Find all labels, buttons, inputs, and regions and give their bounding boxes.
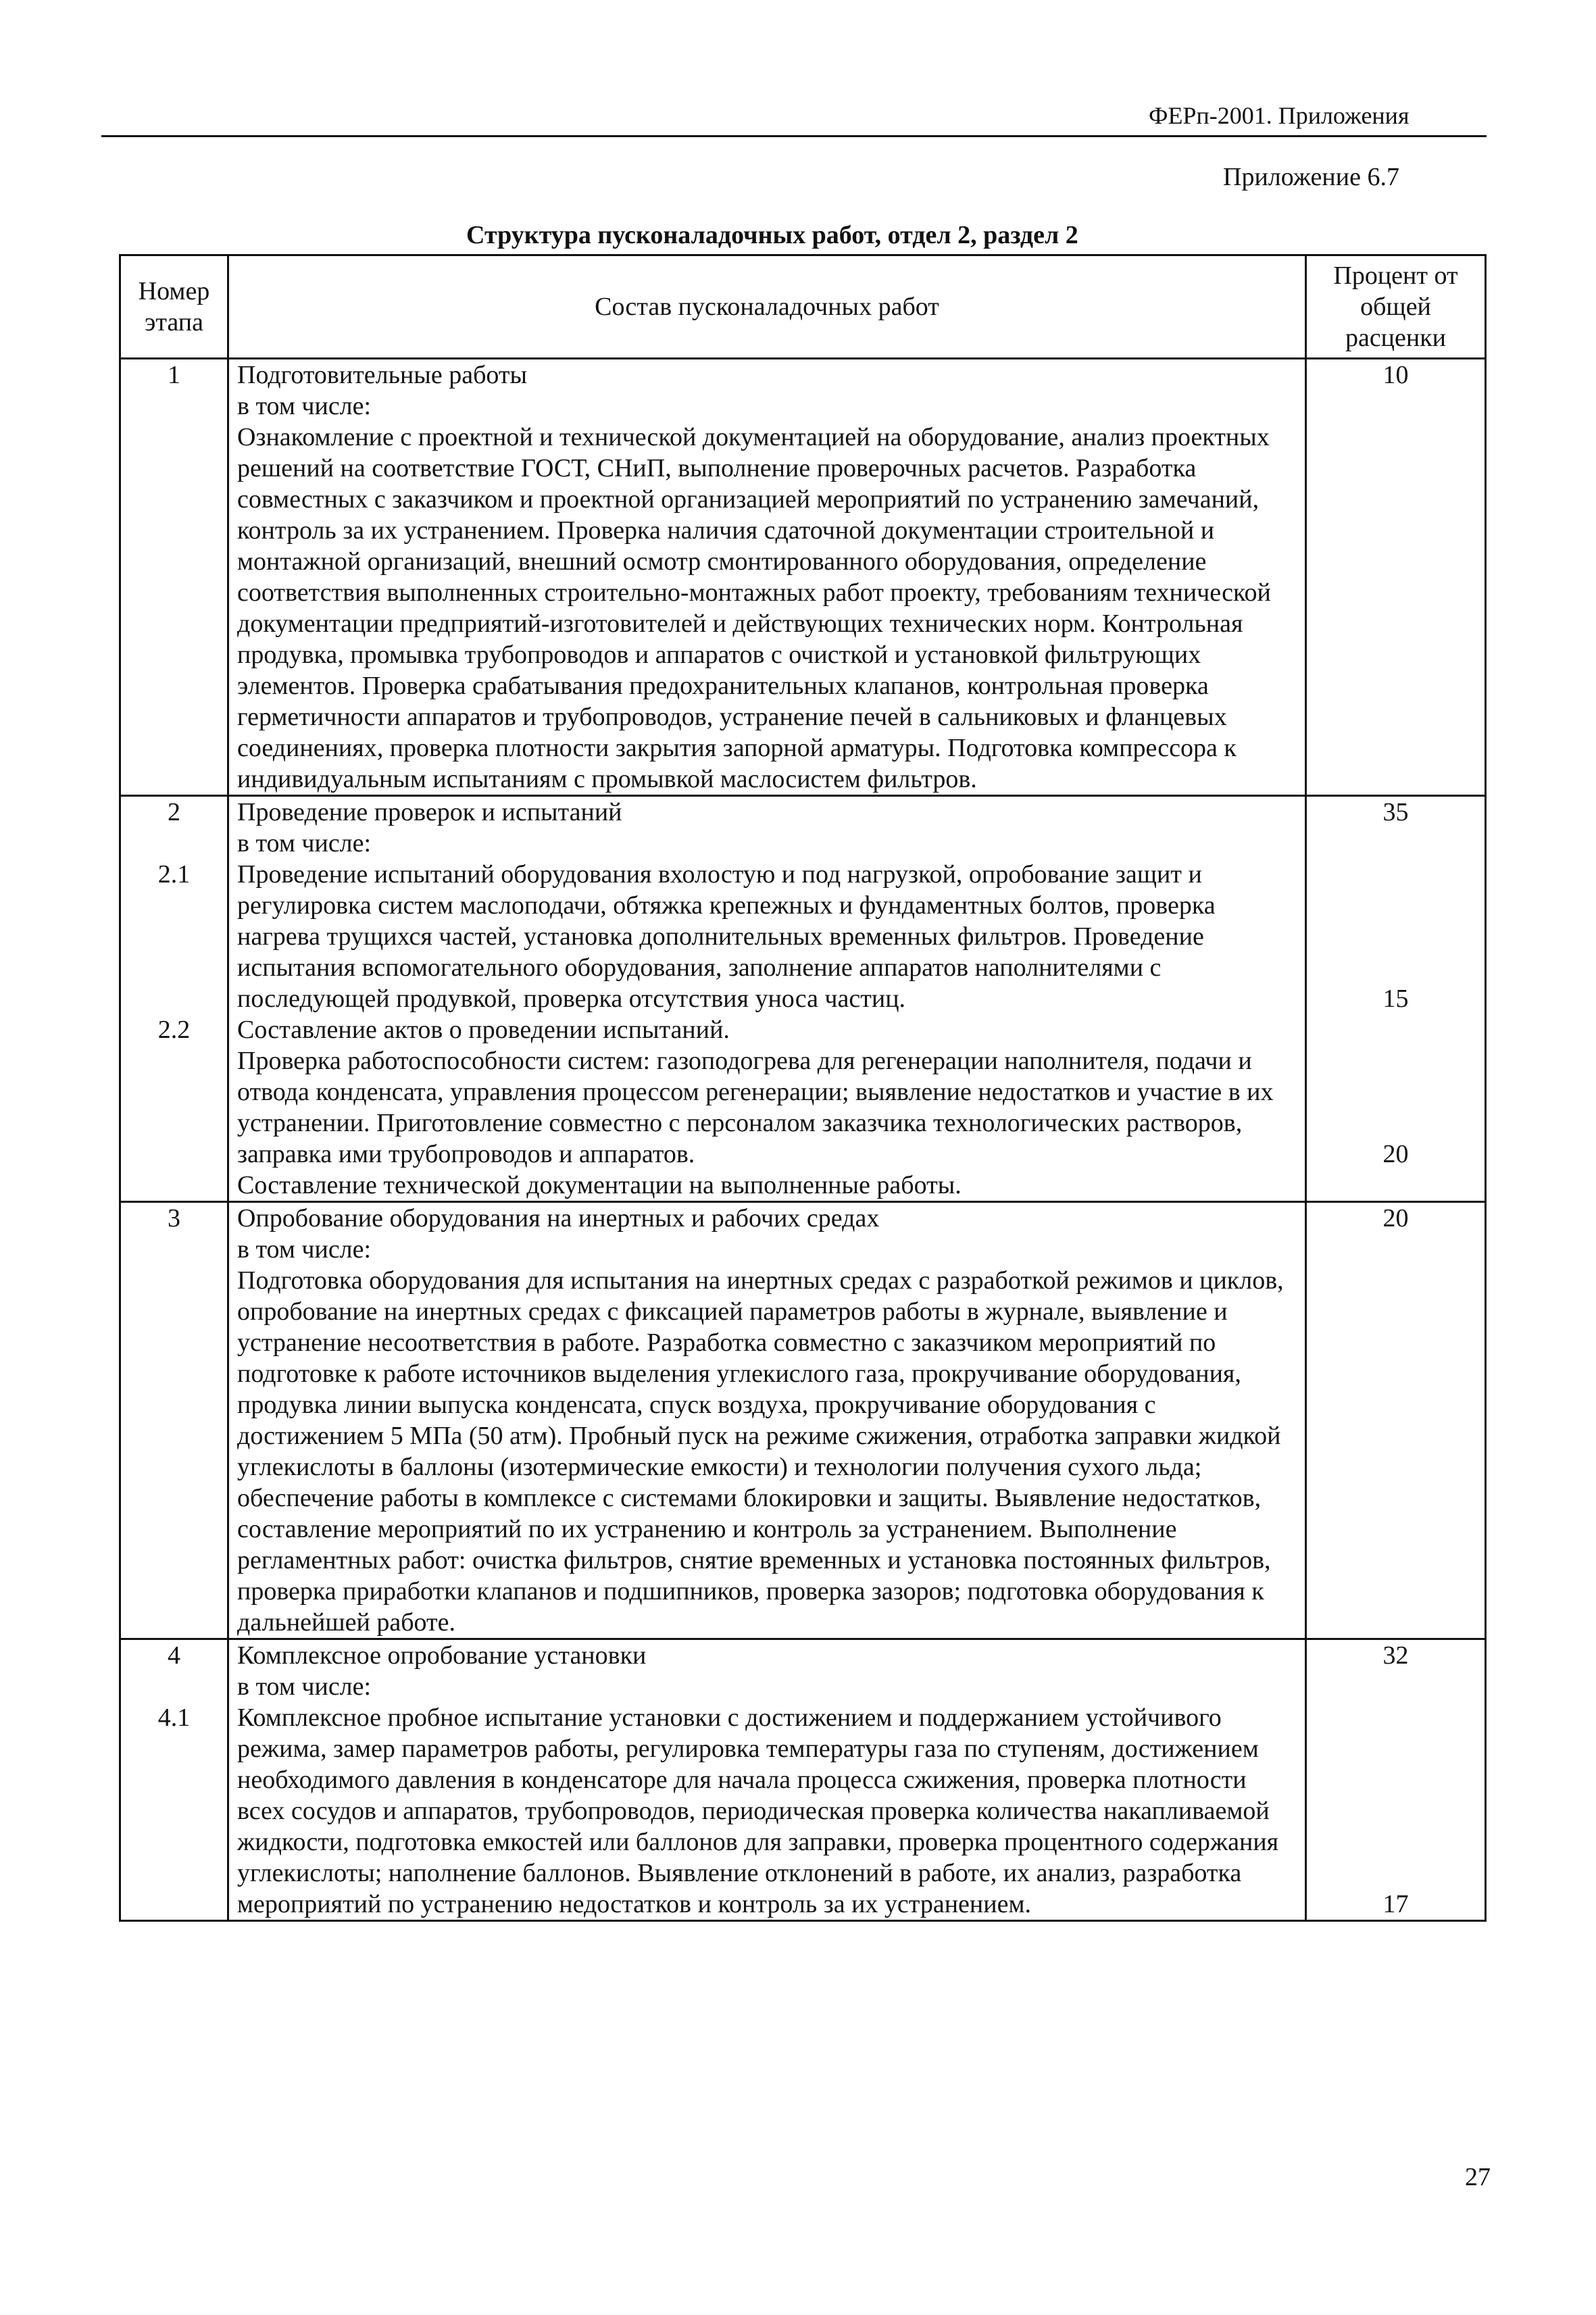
stage-percent-cell [1306,796,1486,1202]
running-header: ФЕРп-2001. Приложения [1149,102,1410,129]
stage-percent: 35 [1382,798,1409,826]
substage-description: Проведение испытаний оборудования вхолостую и под нагрузкой, опробование защит и регулировка систем маслоподачи, обтяжка крепежных и фундаментных болтов, проверка нагрева трущихся частей, установка дополнительных временных фильтров. Проведение испытания вспомогательного оборудования, заполнение аппаратов наполнителями с последующей продувкой, проверка отсутствия уноса частиц. [237,860,1216,1013]
stage-number-cell [120,796,228,1202]
table-title: Структура пусконаладочных работ, отдел 2, раздел 2 [466,221,1078,249]
substage-note: Составление технической документации на выполненные работы. [237,1171,962,1199]
blank-line [121,1671,227,1702]
stage-title: Проведение проверок и испытаний [237,798,622,826]
blank-line [1307,828,1485,859]
table-header-row [120,255,1486,359]
blank-line [121,890,227,921]
blank-line [121,952,227,983]
blank-line [1307,1045,1485,1076]
stage-content-cell [228,359,1306,796]
stage-number: 4 [168,1641,180,1670]
substage-description: Проверка работоспособности систем: газоподогрева для регенерации наполнителя, подачи и отвода конденсата, управления процессом регенерации; выявление недостатков и участие в их устранении. Приготовление совместно с персоналом заказчика технологических растворов, заправка ими трубопроводов и аппаратов. [237,1047,1274,1168]
stage-number: 2 [168,798,180,826]
appendix-label: Приложение 6.7 [1223,163,1399,191]
substage-description: Комплексное пробное испытание установки с достижением и поддержанием устойчивого режима, замер параметров работы, регулировка температуры газа по ступеням, достижением необходимого давления в конденсаторе для начала процесса сжижения, проверка плотности всех сосудов и аппаратов, трубопроводов, периодическая проверка количества накапливаемой жидкости, подготовка емкостей или баллонов для заправки, проверка процентного содержания углекислоты; наполнение баллонов. Выявление отклонений в работе, их анализ, разработка мероприятий по устранению недостатков и контроль за их устранением. [237,1703,1279,1918]
stage-description: Ознакомление с проектной и технической документацией на оборудование, анализ проектных решений на соответствие ГОСТ, СНиП, выполнение проверочных расчетов. Разработка совместных с заказчиком и проектной организацией мероприятий по устранению замечаний, контроль за их устранением. Проверка наличия сдаточной документации строительной и монтажной организаций, внешний осмотр смонтированного оборудования, определение соответствия выполненных строительно-монтажных работ проекту, требованиям технической документации предприятий-изготовителей и действующих технических норм. Контрольная продувка, промывка трубопроводов и аппаратов с очисткой и установкой фильтрующих элементов. Проверка срабатывания предохранительных клапанов, контрольная проверка герметичности аппаратов и трубопроводов, устранение печей в сальниковых и фланцевых соединениях, проверка плотности закрытия запорной арматуры. Подготовка компрессора к индивидуальным испытаниям с промывкой маслосистем фильтров. [237,423,1271,793]
column-header-percent: Процент от общей расценки [1306,255,1486,359]
stage-title: Опробование оборудования на инертных и рабочих средах [237,1204,880,1233]
stage-percent: 32 [1382,1641,1409,1670]
substage-percent: 15 [1382,985,1409,1013]
table-row-stage-1 [120,359,1486,796]
works-table [119,254,1487,1922]
stage-description: Подготовка оборудования для испытания на инертных средах с разработкой режимов и циклов, опробование на инертных средах с фиксацией параметров работы в журнале, выявление и устранение несоответствия в работе. Разработка совместно с заказчиком мероприятий по подготовке к работе источников выделения углекислого газа, прокручивание оборудования, продувка линии выпуска конденсата, спуск воздуха, прокручивание оборудования с достижением 5 МПа (50 атм). Пробный пуск на режиме сжижения, отработка заправки жидкой углекислоты в баллоны (изотермические емкости) и технологии получения сухого льда; обеспечение работы в комплексе с системами блокировки и защиты. Выявление недостатков, составление мероприятий по их устранению и контроль за устранением. Выполнение регламентных работ: очистка фильтров, снятие временных и установка постоянных фильтров, проверка приработки клапанов и подшипников, проверка зазоров; подготовка оборудования к дальнейшей работе. [237,1266,1284,1637]
header-rule [101,135,1487,137]
blank-line [121,828,227,859]
blank-line [1307,1014,1485,1045]
substage-number: 4.1 [157,1703,191,1732]
column-header-content: Состав пусконаладочных работ [228,255,1306,359]
including-label: в том числе: [237,1672,372,1701]
stage-content-cell [228,1202,1306,1639]
stage-number-cell [120,1639,228,1921]
blank-line [1307,890,1485,921]
including-label: в том числе: [237,829,372,857]
stage-title: Комплексное опробование установки [237,1641,647,1670]
stage-number-cell [120,1202,228,1639]
table-row-stage-3 [120,1202,1486,1639]
stage-number: 3 [168,1204,180,1233]
substage-percent: 17 [1382,1890,1409,1918]
table-row-stage-2 [120,796,1486,1202]
stage-percent: 20 [1382,1204,1409,1233]
stage-percent-cell [1306,359,1486,796]
stage-number: 1 [168,361,180,389]
stage-content-cell [228,796,1306,1202]
stage-percent-cell [1306,1202,1486,1639]
stage-content-cell [228,1639,1306,1921]
substage-note: Составление актов о проведении испытаний. [237,1016,730,1044]
including-label: в том числе: [237,1235,372,1264]
blank-line [121,983,227,1014]
substage-percent: 20 [1382,1140,1409,1168]
substage-number: 2.1 [157,860,191,889]
stage-percent: 10 [1382,361,1409,389]
stage-title: Подготовительные работы [237,361,528,389]
table-row-stage-4 [120,1639,1486,1921]
including-label: в том числе: [237,392,372,420]
stage-number-cell [120,359,228,796]
page-number: 27 [1465,2163,1491,2191]
column-header-stage: Номер этапа [120,255,228,359]
blank-line [1307,859,1485,890]
blank-line [1307,1107,1485,1139]
blank-line [1307,952,1485,983]
blank-line [1307,921,1485,952]
blank-line [121,921,227,952]
stage-percent-cell [1306,1639,1486,1921]
substage-number: 2.2 [157,1016,191,1044]
blank-line [1307,1076,1485,1107]
